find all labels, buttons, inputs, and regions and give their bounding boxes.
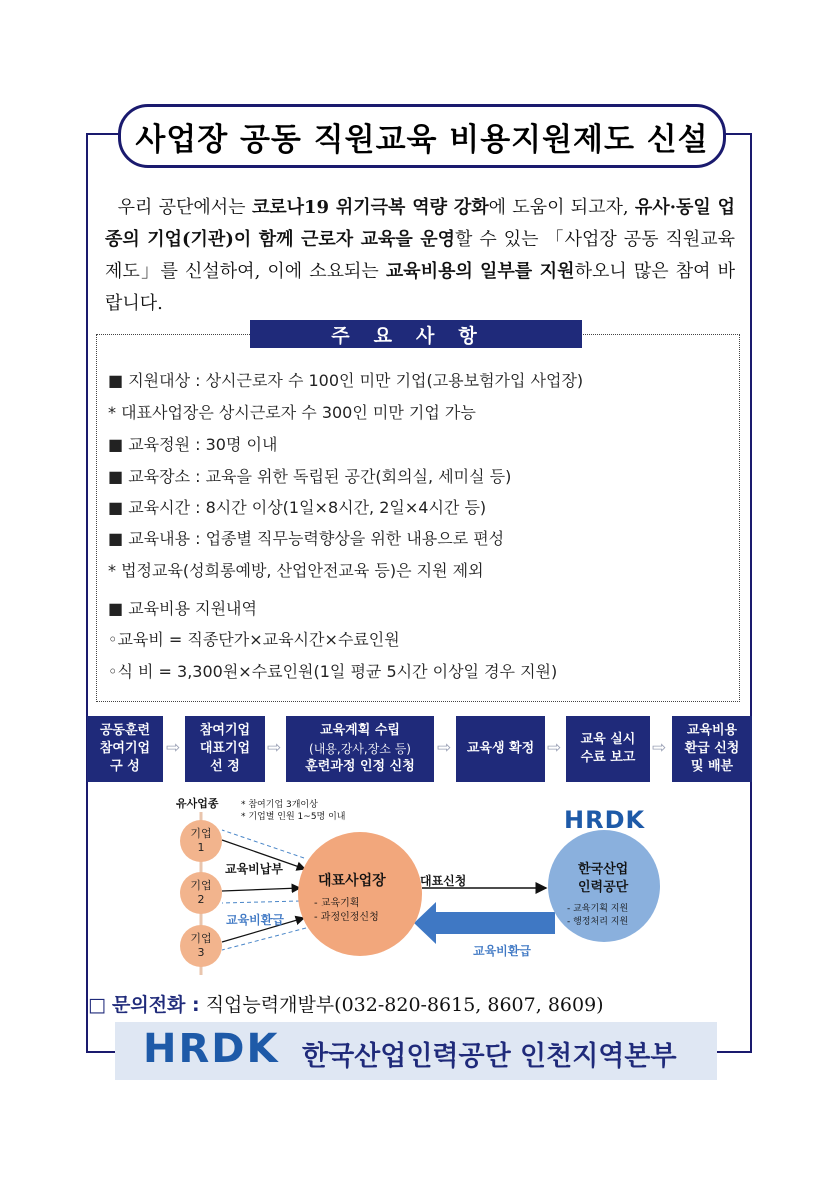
footer-org: 한국산업인력공단 인천지역본부 bbox=[302, 1041, 677, 1072]
intro-bold: 일부를 지원 bbox=[479, 261, 575, 282]
hrdk-item: - 교육기획 지원 bbox=[567, 904, 629, 914]
frame-bottom-left bbox=[86, 1051, 116, 1053]
contact-label: 문의전화 : bbox=[112, 994, 200, 1016]
key-item: ■ 교육내용 : 업종별 직무능력향상을 위한 내용으로 편성 bbox=[108, 529, 505, 548]
contact-value: 직업능력개발부(032-820-8615, 8607, 8609) bbox=[205, 994, 604, 1016]
rep-item: - 교육기획 bbox=[314, 898, 360, 909]
hrdk-logo: HRDK bbox=[143, 1026, 280, 1072]
company-label: 기업 bbox=[190, 827, 212, 840]
key-item-sub: ◦교육비 = 직종단가×교육시간×수료인원 bbox=[108, 630, 400, 649]
diagram-note: * 참여기업 3개이상 bbox=[241, 800, 318, 810]
intro-text: 우리 공단에서는 bbox=[117, 197, 252, 218]
step-line: 및 배분 bbox=[690, 759, 734, 774]
process-arrow-icon: ⇨ bbox=[652, 738, 667, 758]
step-line: 공동훈련 bbox=[99, 723, 151, 738]
step-line: 구 성 bbox=[110, 759, 140, 774]
key-item-note: * 법정교육(성희롱예방, 산업안전교육 등)은 지원 제외 bbox=[108, 561, 484, 580]
company-label: 기업 bbox=[190, 932, 212, 945]
contact-box-icon: □ bbox=[88, 994, 106, 1016]
key-item-note: * 대표사업장은 상시근로자 수 300인 미만 기업 가능 bbox=[108, 403, 476, 422]
process-arrow-icon: ⇨ bbox=[437, 738, 452, 758]
company-number: 1 bbox=[197, 841, 205, 854]
pay-label: 교육비납부 bbox=[225, 862, 283, 876]
hrdk-logo-small: HRDK bbox=[564, 806, 646, 834]
apply-label: 대표신청 bbox=[420, 874, 467, 888]
group-label: 유사업종 bbox=[176, 797, 219, 810]
company-1 bbox=[180, 820, 222, 862]
step-line: 수료 보고 bbox=[580, 750, 636, 765]
refund-line bbox=[222, 901, 300, 903]
key-item: ■ 교육정원 : 30명 이내 bbox=[108, 435, 278, 454]
company-label: 기업 bbox=[190, 879, 212, 892]
hrdk-title: 인력공단 bbox=[578, 880, 629, 895]
refund-arrow-icon bbox=[414, 902, 555, 944]
company-number: 3 bbox=[197, 946, 205, 959]
step-line: (내용,강사,장소 등) bbox=[309, 742, 411, 756]
key-item: ■ 교육장소 : 교육을 위한 독립된 공간(회의실, 세미실 등) bbox=[108, 467, 512, 486]
company-3 bbox=[180, 925, 222, 967]
intro-bold: 유사·동일 업종의 기업(기관)이 함께 근로자 교육을 운영 bbox=[105, 197, 735, 250]
company-number: 2 bbox=[197, 893, 205, 906]
intro-text: 「사업장 공동 직원교육 제도」를 신설하여, 이에 소요되는 bbox=[105, 229, 735, 282]
key-item: ■ 교육비용 지원내역 bbox=[108, 599, 257, 618]
step-line: 교육계획 수립 bbox=[320, 723, 400, 738]
refund-line bbox=[222, 928, 306, 950]
rep-title: 대표사업장 bbox=[318, 873, 386, 889]
key-item: ■ 지원대상 : 상시근로자 수 100인 미만 기업(고용보험가입 사업장) bbox=[108, 371, 584, 390]
step-line: 선 정 bbox=[210, 759, 240, 774]
contact-line bbox=[88, 990, 604, 1017]
process-arrow-icon: ⇨ bbox=[166, 738, 181, 758]
hrdk-title: 한국산업 bbox=[578, 862, 629, 877]
step-line: 참여기업 bbox=[99, 741, 151, 756]
intro-bold: 코로나19 위기극복 역량 강화 bbox=[251, 197, 489, 218]
process-arrow-icon: ⇨ bbox=[547, 738, 562, 758]
process-arrow-icon: ⇨ bbox=[267, 738, 282, 758]
step-line: 환급 신청 bbox=[684, 741, 740, 756]
intro-text: 하오니 많은 참여 바랍니다. bbox=[105, 261, 735, 314]
company-2 bbox=[180, 872, 222, 914]
step-line: 훈련과정 인정 신청 bbox=[305, 759, 415, 774]
intro-text: 할 수 있는 bbox=[455, 229, 539, 250]
refund-label-left: 교육비환급 bbox=[226, 913, 284, 927]
intro-bold: 교육비용의 bbox=[385, 261, 473, 282]
step-line: 교육 실시 bbox=[580, 732, 636, 747]
rep-item: - 과정인정신청 bbox=[314, 912, 379, 923]
diagram-note: * 기업별 인원 1~5명 이내 bbox=[241, 812, 346, 822]
frame-bottom-right bbox=[716, 1051, 752, 1053]
step-line: 교육비용 bbox=[686, 723, 738, 738]
key-item: ■ 교육시간 : 8시간 이상(1일×8시간, 2일×4시간 등) bbox=[108, 498, 487, 517]
step-line: 참여기업 bbox=[199, 723, 251, 738]
step-line: 교육생 확정 bbox=[466, 741, 535, 756]
page-title-text: 사업장 공동 직원교육 비용지원제도 신설 bbox=[135, 121, 709, 158]
key-items-header-text: 주요사항 bbox=[331, 324, 501, 347]
company-arrow bbox=[222, 888, 300, 891]
intro-text: 에 도움이 되고자, bbox=[488, 197, 629, 218]
hrdk-item: - 행정처리 지원 bbox=[567, 917, 629, 927]
refund-label-right: 교육비환급 bbox=[473, 944, 531, 958]
step-line: 대표기업 bbox=[199, 741, 251, 756]
key-item-sub: ◦식 비 = 3,300원×수료인원(1일 평균 5시간 이상일 경우 지원) bbox=[108, 662, 558, 681]
